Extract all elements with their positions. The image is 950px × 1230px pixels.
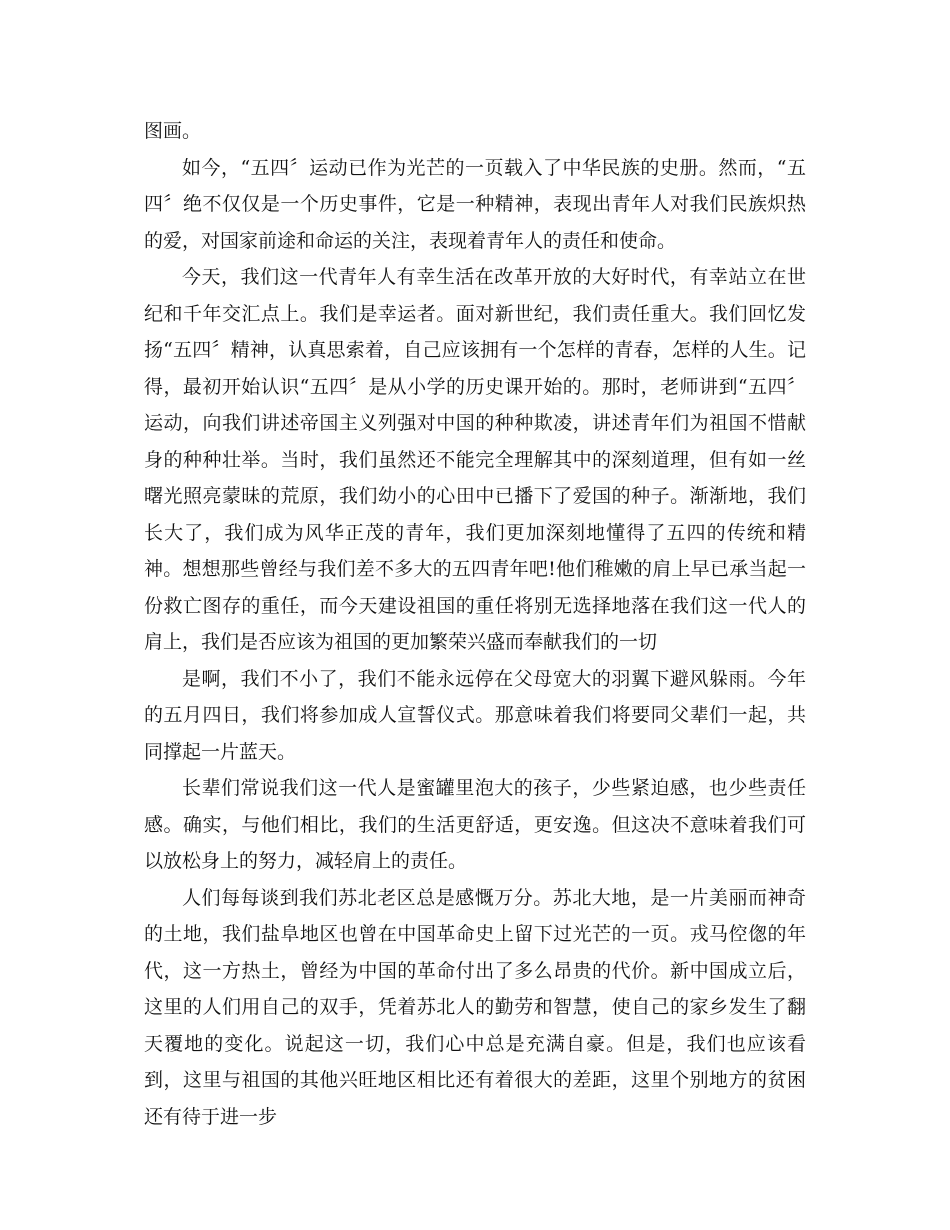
paragraph: 长辈们常说我们这一代人是蜜罐里泡大的孩子，少些紧迫感，也少些责任感。确实，与他们相比，我们的生活更舒适，更安逸。但这决不意味着我们可以放松身上的努力，减轻肩上的责任。 (144, 777, 806, 872)
paragraph: 如今，“五四〞运动已作为光芒的一页载入了中华民族的史册。然而，“五四〞绝不仅仅是一个历史事件，它是一种精神，表现出青年人对我们民族炽热的爱，对国家前途和命运的关注，表现着青年人的责任和使命。 (144, 156, 806, 252)
body-text (144, 113, 806, 1135)
paragraph-continuation: 图画。 (144, 120, 202, 142)
paragraph: 人们每每谈到我们苏北老区总是感慨万分。苏北大地，是一片美丽而神奇的土地，我们盐阜地区也曾在中国革命史上留下过光芒的一页。戎马倥偬的年代，这一方热土，曾经为中国的革命付出了多么昂贵的代价。新中国成立后，这里的人们用自己的双手，凭着苏北人的勤劳和智慧，使自己的家乡发生了翻天覆地的变化。说起这一切，我们心中总是充满自豪。但是，我们也应该看到，这里与祖国的其他兴旺地区相比还有着很大的差距，这里个别地方的贫困还有待于进一步 (144, 886, 806, 1128)
paragraph: 今天，我们这一代青年人有幸生活在改革开放的大好时代，有幸站立在世纪和千年交汇点上。我们是幸运者。面对新世纪，我们责任重大。我们回忆发扬“五四〞精神，认真思索着，自己应该拥有一个怎样的青春，怎样的人生。记得，最初开始认识“五四〞是从小学的历史课开始的。那时，老师讲到“五四〞运动，向我们讲述帝国主义列强对中国的种种欺凌，讲述青年们为祖国不惜献身的种种壮举。当时，我们虽然还不能完全理解其中的深刻道理，但有如一丝曙光照亮蒙昧的荒原，我们幼小的心田中已播下了爱国的种子。渐渐地，我们长大了，我们成为风华正茂的青年，我们更加深刻地懂得了五四的传统和精神。想想那些曾经与我们差不多大的五四青年吧!他们稚嫩的肩上早已承当起一份救亡图存的重任，而今天建设祖国的重任将别无选择地落在我们这一代人的肩上，我们是否应该为祖国的更加繁荣兴盛而奉献我们的一切 (144, 266, 806, 653)
paragraph: 是啊，我们不小了，我们不能永远停在父母宽大的羽翼下避风躲雨。今年的五月四日，我们将参加成人宣誓仪式。那意味着我们将要同父辈们一起，共同撑起一片蓝天。 (144, 667, 806, 763)
